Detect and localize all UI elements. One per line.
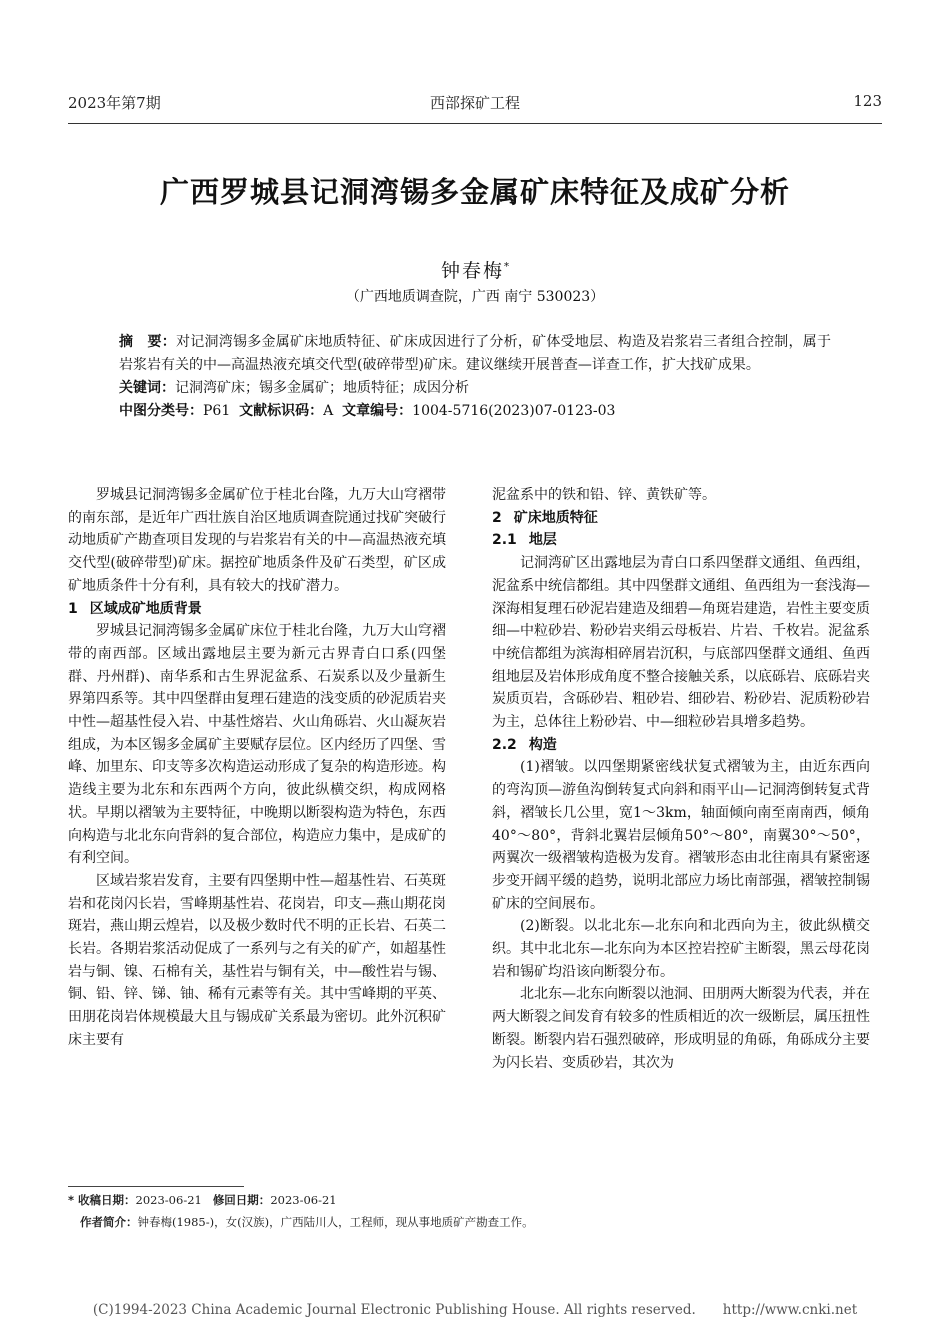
- subsection-title: 地层: [528, 532, 557, 549]
- subsection-title: 构造: [528, 736, 557, 753]
- footnote-dates: [68, 1192, 882, 1208]
- doc-code-value: A: [323, 403, 334, 419]
- revised-date: 2023-06-21: [270, 1193, 337, 1207]
- abstract-block: [119, 331, 831, 423]
- section-title: 区域成矿地质背景: [89, 600, 202, 617]
- header-rule: [68, 123, 882, 124]
- received-label: * 收稿日期：: [68, 1193, 136, 1207]
- abstract-text: 对记洞湾锡多金属矿床地质特征、矿床成因进行了分析，矿体受地层、构造及岩浆岩三者组合控制，属于岩浆岩有关的中—高温热液充填交代型(破碎带型)矿床。建议继续开展普查—详查工作，扩大找矿成果。: [119, 334, 832, 373]
- body-paragraph: 记洞湾矿区出露地层为青白口系四堡群文通组、鱼西组，泥盆系中统信都组。其中四堡群文通组、鱼西组为一套浅海—深海相复理石砂泥岩建造及细碧—角斑岩建造，岩性主要变质细—中粒砂岩、粉砂岩夹绢云母板岩、片岩、千枚岩。泥盆系中统信都组为滨海相碎屑岩沉积，与底部四堡群文通组、鱼西组地层及岩体形成角度不整合接触关系，以底砾岩、底砾岩夹炭质页岩，含砾砂岩、粗砂岩、细砂岩、粉砂岩、泥质粉砂岩为主，总体往上粉砂岩、中—细粒砂岩具增多趋势。: [492, 555, 870, 731]
- body-paragraph: (1)褶皱。以四堡期紧密线状复式褶皱为主，由近东西向的弯沟顶—游鱼沟倒转复式向斜和雨平山—记洞湾倒转复式背斜，褶皱长几公里，宽1～3km，轴面倾向南至南南西，倾角40°～80°，背斜北翼岩层倾角50°～80°，南翼30°～50°，两翼次一级褶皱构造极为发育。褶皱形态由北往南具有紧密逐步变开阔平缓的趋势，说明北部应力场比南部强，褶皱控制锡矿床的空间展布。: [492, 759, 870, 912]
- paper-title: 广西罗城县记洞湾锡多金属矿床特征及成矿分析: [159, 175, 790, 209]
- classification-line: [119, 400, 831, 423]
- copyright-line: (C)1994-2023 China Academic Journal Electronic Publishing House. All rights reserved. http://www.cnki.net: [92, 1302, 858, 1318]
- keywords-text: 记洞湾矿床；锡多金属矿；地质特征；成因分析: [175, 380, 469, 396]
- journal-name: 西部探矿工程: [429, 94, 520, 112]
- footnote-rule: [68, 1186, 244, 1187]
- author-affiliation: （广西地质调查院，广西 南宁 530023）: [345, 289, 605, 305]
- footnote-author-bio: [80, 1214, 894, 1230]
- section-title: 矿床地质特征: [513, 509, 598, 526]
- author-line: [68, 256, 882, 283]
- body-paragraph-continued: 泥盆系中的铁和铅、锌、黄铁矿等。: [492, 487, 716, 503]
- issue-label: 2023年第7期: [68, 94, 161, 112]
- received-date: 2023-06-21: [135, 1193, 202, 1207]
- revised-label: 修回日期：: [212, 1193, 271, 1207]
- section-heading-2: [492, 507, 870, 530]
- author-footnote-mark: *: [504, 261, 509, 273]
- body-paragraph: 区域岩浆岩发育，主要有四堡期中性—超基性岩、石英斑岩和花岗闪长岩，雪峰期基性岩、花岗岩，印支—燕山期花岗斑岩，燕山期云煌岩，以及极少数时代不明的正长岩、石英二长岩。各期岩浆活动促成了一系列与之有关的矿产，如超基性岩与铜、镍、石棉有关，基性岩与铜有关，中—酸性岩与锡、铜、铅、锌、锑、铀、稀有元素等有关。其中雪峰期的平英、田朋花岗岩体规模最大且与锡成矿关系最为密切。此外沉积矿床主要有: [68, 872, 446, 1048]
- intro-paragraph: 罗城县记洞湾锡多金属矿位于桂北台隆，九万大山穹褶带的南东部，是近年广西壮族自治区地质调查院通过找矿突破行动地质矿产勘查项目发现的与岩浆岩有关的中—高温热液充填交代型(破碎带型)矿床。据控矿地质条件及矿石类型，矿区成矿地质条件十分有利，具有较大的找矿潜力。: [68, 487, 446, 594]
- bio-label: 作者简介：: [80, 1215, 138, 1229]
- article-no-label: 文章编号：: [342, 403, 413, 419]
- body-paragraph: 罗城县记洞湾锡多金属矿床位于桂北台隆，九万大山穹褶带的南西部。区域出露地层主要为新元古界青白口系(四堡群、丹州群)、南华系和古生界泥盆系、石炭系以及少量新生界第四系等。其中四堡群由复理石建造的浅变质的砂泥质岩夹中性—超基性侵入岩、中基性熔岩、火山角砾岩、火山凝灰岩组成，为本区锡多金属矿主要赋存层位。区内经历了四堡、雪峰、加里东、印支等多次构造运动形成了复杂的构造形迹。构造线主要为北东和东西两个方向，彼此纵横交织，构成网格状。早期以褶皱为主要特征，中晚期以断裂构造为特色，东西向构造与北北东向背斜的复合部位，构造应力集中，是成矿的有利空间。: [68, 623, 446, 867]
- keywords-label: 关键词：: [119, 380, 175, 396]
- section-number: 1: [68, 600, 78, 617]
- abstract: [119, 331, 831, 377]
- subsection-number: 2.1: [492, 532, 517, 549]
- subsection-heading-2-2: [492, 734, 870, 757]
- keywords: [119, 377, 831, 400]
- author-name: 钟春梅: [440, 260, 504, 282]
- abstract-label: 摘 要：: [119, 334, 176, 350]
- page-number: 123: [853, 92, 882, 110]
- doc-code-label: 文献标识码：: [239, 403, 324, 419]
- section-number: 2: [492, 509, 502, 526]
- bio-text: 钟春梅(1985-)，女(汉族)，广西陆川人，工程师，现从事地质矿产勘查工作。: [137, 1215, 534, 1229]
- clc-label: 中图分类号：: [119, 403, 203, 419]
- section-heading-1: [68, 598, 446, 621]
- right-column: [492, 484, 870, 1074]
- body-paragraph: 北北东—北东向断裂以池洞、田朋两大断裂为代表，并在两大断裂之间发育有较多的性质相近的次一级断层，属压扭性断裂。断裂内岩石强烈破碎，形成明显的角砾，角砾成分主要为闪长岩、变质砂岩，其次为: [492, 986, 870, 1071]
- subsection-number: 2.2: [492, 736, 517, 753]
- article-no-value: 1004-5716(2023)07-0123-03: [412, 403, 616, 419]
- clc-value: P61: [203, 403, 231, 419]
- subsection-heading-2-1: [492, 529, 870, 552]
- left-column: [68, 484, 446, 1052]
- body-paragraph: (2)断裂。以北北东—北东向和北西向为主，彼此纵横交织。其中北北东—北东向为本区控岩控矿主断裂，黑云母花岗岩和锡矿均沿该向断裂分布。: [492, 918, 870, 980]
